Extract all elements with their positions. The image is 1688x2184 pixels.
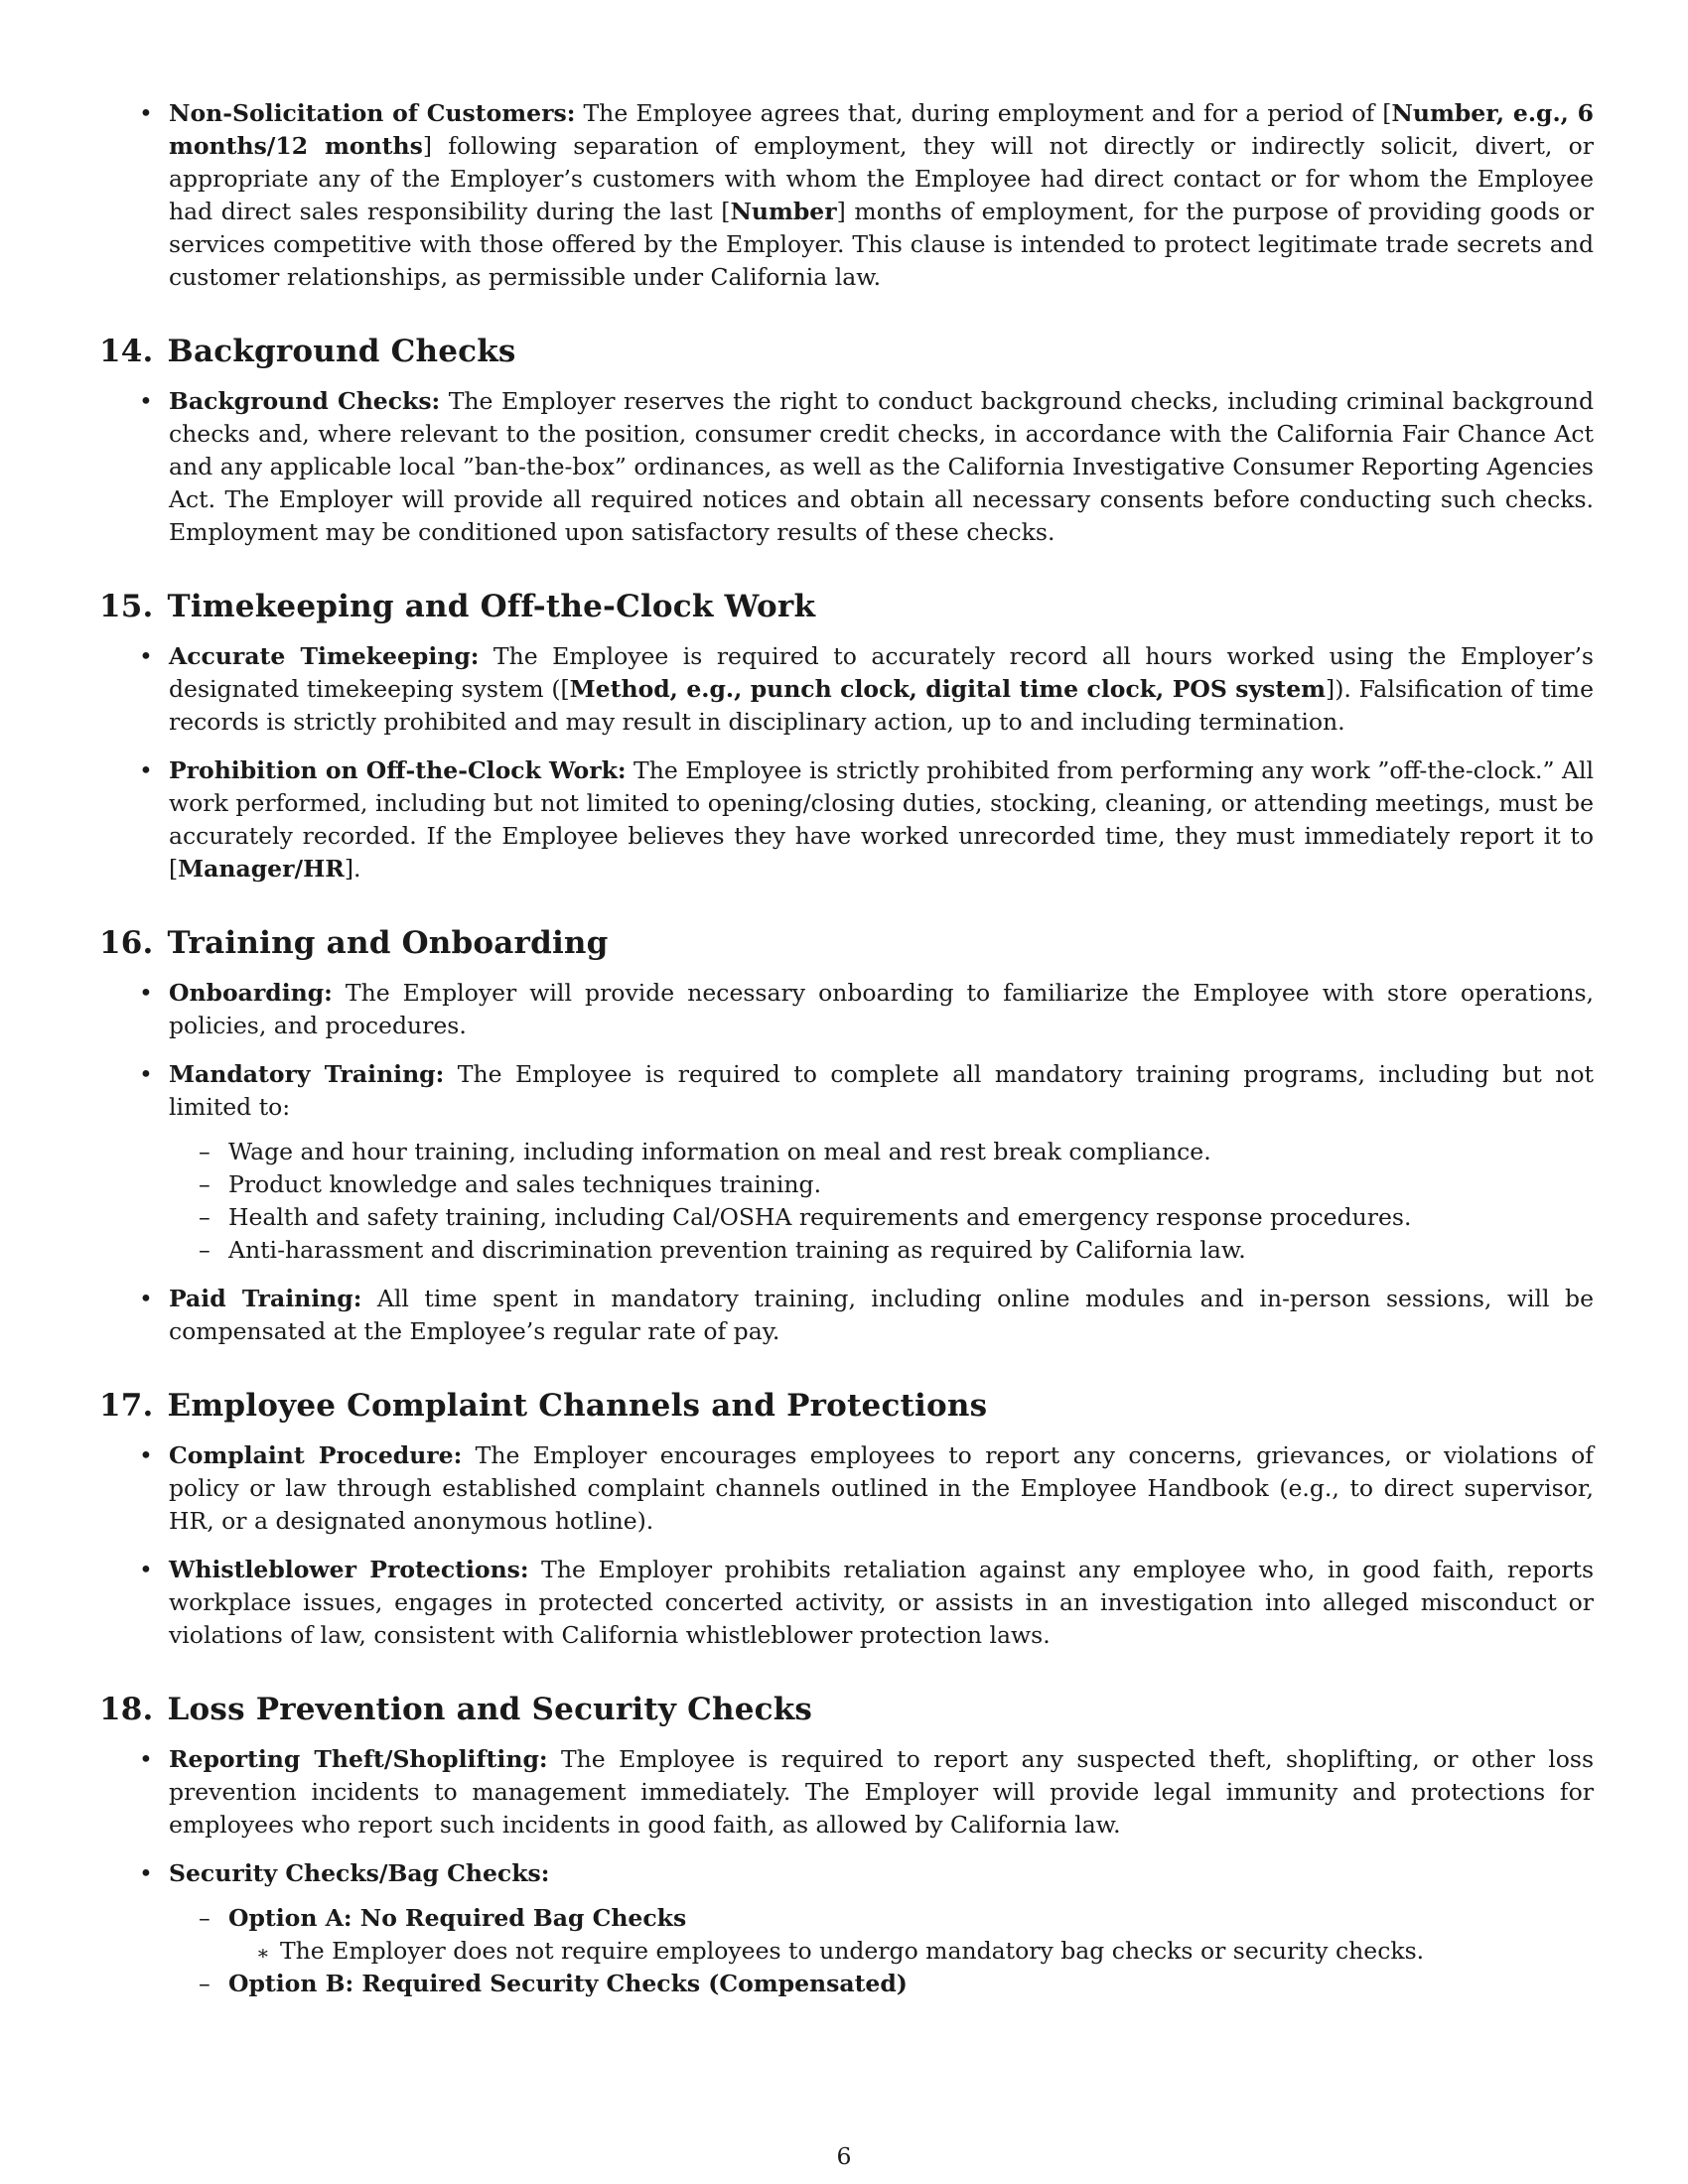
bullet-icon: • (139, 1285, 153, 1312)
bullet-mandatory-training: • Mandatory Training: The Employee is required to complete all mandatory training programs, including but not limited to: – Wage and hour training, including information on meal and rest break compliance. – Product knowledge and sales techniques training. – Health and safety training, including Cal/OSHA requirements and emergency response procedures. – Anti-harassment and discrimination prevention training as required by California law. (99, 1058, 1594, 1267)
list-item: – Wage and hour training, including information on meal and rest break compliance. (169, 1136, 1594, 1168)
option-a-sublist (228, 1935, 1594, 1968)
section-17 (99, 1388, 1594, 1652)
bullet-icon: • (139, 387, 153, 415)
bullet-complaint-procedure: • Complaint Procedure: The Employer encourages employees to report any concerns, grievances, or violations of policy or law through established complaint channels outlined in the Employee Handbook (e.g., to direct supervisor, HR, or a designated anonymous hotline). (139, 1441, 1594, 1535)
list-item: ∗ The Employer does not require employees to undergo mandatory bag checks or security checks. (228, 1935, 1594, 1968)
page-number: 6 (836, 2142, 852, 2170)
section-14 (99, 334, 1594, 549)
dash-icon: – (199, 1970, 211, 1997)
bullet-reporting-theft: • Reporting Theft/Shoplifting: The Employee is required to report any suspected theft, shoplifting, or other loss prevention incidents to management immediately. The Employer will provide legal immunity and protections for employees who report such incidents in good faith, as allowed by California law. (139, 1745, 1595, 1839)
bullet-icon: • (139, 1060, 153, 1088)
bullet-icon: • (139, 1745, 153, 1773)
option-a: – Option A: No Required Bag Checks ∗ The Employer does not require employees to undergo mandatory bag checks or security checks. (169, 1902, 1594, 1968)
section-14-heading: 14. Background Checks (99, 334, 516, 369)
dash-icon: – (199, 1203, 211, 1231)
bullet-onboarding: • Onboarding: The Employer will provide necessary onboarding to familiarize the Employee with store operations, policies, and procedures. (139, 979, 1594, 1039)
bullet-icon: • (139, 756, 153, 784)
bullet-paid-training: • Paid Training: All time spent in mandatory training, including online modules and in-person sessions, will be compensated at the Employee’s regular rate of pay. (139, 1285, 1595, 1345)
bullet-security-checks: • Security Checks/Bag Checks: – Option A: No Required Bag Checks ∗ The Employer does not require employees to undergo mandatory bag checks or security checks. – Option B: Required Security Checks (Compensated) (99, 1857, 1594, 2000)
list-item: – Anti-harassment and discrimination prevention training as required by California law. (169, 1234, 1594, 1267)
section-15 (99, 589, 1594, 886)
bullet-icon: • (139, 1556, 153, 1583)
section-15-heading: 15. Timekeeping and Off-the-Clock Work (99, 589, 816, 624)
bullet-whistleblower: • Whistleblower Protections: The Employer prohibits retaliation against any employee who, in good faith, reports workplace issues, engages in protected concerted activity, or assists in an investigation into alleged misconduct or violations of law, consistent with California whistleblower protection laws. (139, 1556, 1595, 1649)
bullet-off-the-clock: • Prohibition on Off-the-Clock Work: The Employee is strictly prohibited from performing any work ”off-the-clock.” All work performed, including but not limited to opening/closing duties, stocking, cleaning, or attending meetings, must be accurately recorded. If the Employee believes they have worked unrecorded time, they must immediately report it to [Manager/HR]. (139, 756, 1594, 883)
security-options-list (169, 1902, 1594, 2000)
bullet-icon: • (139, 1859, 153, 1887)
bullet-icon: • (139, 1441, 153, 1469)
bullet-accurate-timekeeping: • Accurate Timekeeping: The Employee is required to accurately record all hours worked using the Employer’s designated timekeeping system ([Method, e.g., punch clock, digital time clock, POS system]). Falsification of time records is strictly prohibited and may result in disciplinary action, up to and including termination. (139, 642, 1594, 736)
asterisk-icon: ∗ (256, 1941, 270, 1965)
list-item: – Product knowledge and sales techniques training. (169, 1168, 1594, 1201)
section-18-heading: 18. Loss Prevention and Security Checks (99, 1692, 813, 1727)
bullet-non-solicitation: • Non-Solicitation of Customers: The Employee agrees that, during employment and for a period of [Number, e.g., 6 months/12 months] following separation of employment, they will not directly or indirectly solicit, divert, or appropriate any of the Employer’s customers with whom the Employee had direct contact or for whom the Employee had direct sales responsibility during the last [Number] months of employment, for the purpose of providing goods or services competitive with those offered by the Employer. This clause is intended to protect legitimate trade secrets and customer relationships, as permissible under California law. (139, 99, 1595, 291)
bullet-background-checks: • Background Checks: The Employer reserves the right to conduct background checks, including criminal background checks and, where relevant to the position, consumer credit checks, in accordance with the California Fair Chance Act and any applicable local ”ban-the-box” ordinances, as well as the California Investigative Consumer Reporting Agencies Act. The Employer will provide all required notices and obtain all necessary consents before conducting such checks. Employment may be conditioned upon satisfactory results of these checks. (139, 387, 1594, 546)
bullet-icon: • (139, 99, 153, 127)
dash-icon: – (199, 1138, 211, 1165)
dash-icon: – (199, 1904, 211, 1932)
section-16 (99, 925, 1594, 1348)
bullet-icon: • (139, 979, 153, 1007)
page-content (99, 97, 1594, 2016)
option-b: – Option B: Required Security Checks (Compensated) (169, 1968, 1594, 2000)
training-sublist (169, 1136, 1594, 1267)
section-18 (99, 1692, 1594, 2000)
list-item: – Health and safety training, including Cal/OSHA requirements and emergency response procedures. (169, 1201, 1594, 1234)
section-16-heading: 16. Training and Onboarding (99, 925, 609, 961)
dash-icon: – (199, 1170, 211, 1198)
dash-icon: – (199, 1236, 211, 1264)
section-13-continued (99, 97, 1594, 294)
bullet-icon: • (139, 642, 153, 670)
section-17-heading: 17. Employee Complaint Channels and Protections (99, 1388, 988, 1424)
